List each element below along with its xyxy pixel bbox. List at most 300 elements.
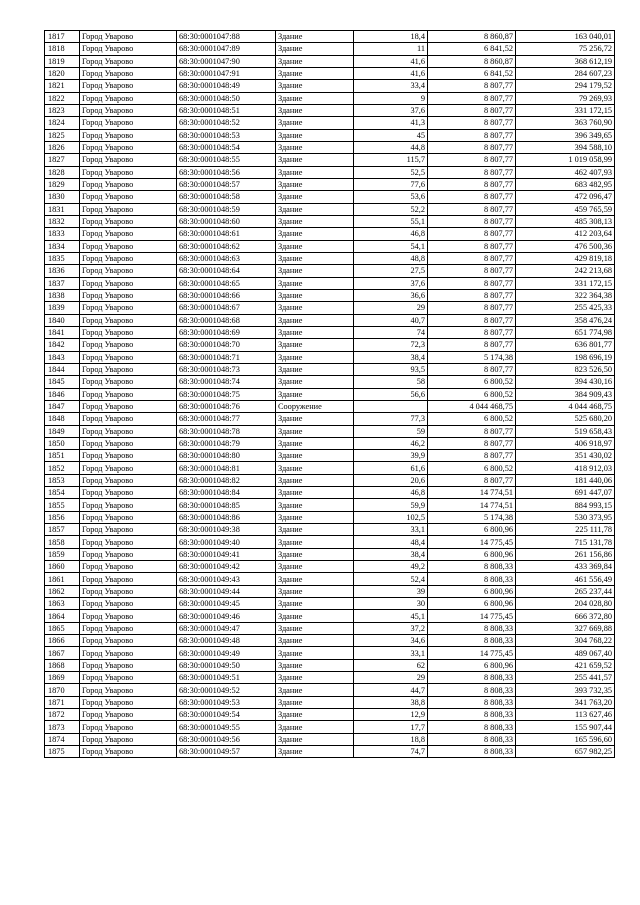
locality-cell: Город Уварово <box>80 302 177 314</box>
area-cell: 38,4 <box>354 351 428 363</box>
locality-cell: Город Уварово <box>80 240 177 252</box>
area-cell: 56,6 <box>354 388 428 400</box>
cadastral-value-cell: 691 447,07 <box>516 487 615 499</box>
cadastral-value-cell: 113 627,46 <box>516 709 615 721</box>
object-type-cell: Здание <box>276 524 354 536</box>
cadastral-value-cell: 683 482,95 <box>516 178 615 190</box>
cadastral-value-cell: 384 909,43 <box>516 388 615 400</box>
unit-value-cell: 8 807,77 <box>428 363 516 375</box>
object-type-cell: Здание <box>276 240 354 252</box>
table-row <box>45 511 615 523</box>
cadastral-number-cell: 68:30:0001049:46 <box>177 610 276 622</box>
object-type-cell: Здание <box>276 635 354 647</box>
unit-value-cell: 8 807,77 <box>428 191 516 203</box>
unit-value-cell: 8 807,77 <box>428 117 516 129</box>
area-cell: 12,9 <box>354 709 428 721</box>
unit-value-cell: 8 807,77 <box>428 289 516 301</box>
area-cell: 40,7 <box>354 314 428 326</box>
area-cell: 52,5 <box>354 166 428 178</box>
area-cell: 45 <box>354 129 428 141</box>
cadastral-number-cell: 68:30:0001048:65 <box>177 277 276 289</box>
object-type-cell: Здание <box>276 376 354 388</box>
cadastral-number-cell: 68:30:0001049:41 <box>177 548 276 560</box>
row-number-cell: 1855 <box>45 499 80 511</box>
table-row <box>45 450 615 462</box>
unit-value-cell: 8 807,77 <box>428 437 516 449</box>
object-type-cell: Здание <box>276 622 354 634</box>
cadastral-value-cell: 472 096,47 <box>516 191 615 203</box>
cadastral-number-cell: 68:30:0001049:50 <box>177 659 276 671</box>
table-row <box>45 536 615 548</box>
object-type-cell: Здание <box>276 191 354 203</box>
cadastral-value-cell: 304 768,22 <box>516 635 615 647</box>
area-cell: 39 <box>354 585 428 597</box>
object-type-cell: Здание <box>276 413 354 425</box>
area-cell: 11 <box>354 43 428 55</box>
cadastral-number-cell: 68:30:0001048:53 <box>177 129 276 141</box>
area-cell: 37,2 <box>354 622 428 634</box>
table-row <box>45 43 615 55</box>
object-type-cell: Здание <box>276 326 354 338</box>
object-type-cell: Здание <box>276 228 354 240</box>
cadastral-number-cell: 68:30:0001049:48 <box>177 635 276 647</box>
object-type-cell: Здание <box>276 92 354 104</box>
row-number-cell: 1854 <box>45 487 80 499</box>
locality-cell: Город Уварово <box>80 277 177 289</box>
cadastral-value-cell: 421 659,52 <box>516 659 615 671</box>
cadastral-value-cell: 530 373,95 <box>516 511 615 523</box>
area-cell: 37,6 <box>354 277 428 289</box>
unit-value-cell: 5 174,38 <box>428 351 516 363</box>
locality-cell: Город Уварово <box>80 536 177 548</box>
locality-cell: Город Уварово <box>80 425 177 437</box>
unit-value-cell: 8 807,77 <box>428 141 516 153</box>
cadastral-value-cell: 429 819,18 <box>516 252 615 264</box>
object-type-cell: Здание <box>276 31 354 43</box>
row-number-cell: 1869 <box>45 672 80 684</box>
table-row <box>45 252 615 264</box>
cadastral-number-cell: 68:30:0001048:75 <box>177 388 276 400</box>
table-row <box>45 154 615 166</box>
table-row <box>45 289 615 301</box>
cadastral-number-cell: 68:30:0001048:61 <box>177 228 276 240</box>
cadastral-value-cell: 331 172,15 <box>516 104 615 116</box>
row-number-cell: 1825 <box>45 129 80 141</box>
cadastral-value-cell: 327 669,88 <box>516 622 615 634</box>
locality-cell: Город Уварово <box>80 252 177 264</box>
table-row <box>45 215 615 227</box>
object-type-cell: Здание <box>276 80 354 92</box>
object-type-cell: Здание <box>276 548 354 560</box>
object-type-cell: Здание <box>276 610 354 622</box>
locality-cell: Город Уварово <box>80 684 177 696</box>
unit-value-cell: 4 044 468,75 <box>428 400 516 412</box>
locality-cell: Город Уварово <box>80 721 177 733</box>
unit-value-cell: 14 774,51 <box>428 487 516 499</box>
row-number-cell: 1865 <box>45 622 80 634</box>
unit-value-cell: 6 800,96 <box>428 585 516 597</box>
cadastral-number-cell: 68:30:0001048:62 <box>177 240 276 252</box>
cadastral-number-cell: 68:30:0001048:56 <box>177 166 276 178</box>
cadastral-value-cell: 823 526,50 <box>516 363 615 375</box>
object-type-cell: Здание <box>276 474 354 486</box>
cadastral-number-cell: 68:30:0001047:91 <box>177 67 276 79</box>
cadastral-number-cell: 68:30:0001048:68 <box>177 314 276 326</box>
object-type-cell: Сооружение <box>276 400 354 412</box>
table-row <box>45 240 615 252</box>
row-number-cell: 1836 <box>45 265 80 277</box>
object-type-cell: Здание <box>276 487 354 499</box>
object-type-cell: Здание <box>276 141 354 153</box>
table-row <box>45 363 615 375</box>
cadastral-value-cell: 181 440,06 <box>516 474 615 486</box>
cadastral-value-cell: 75 256,72 <box>516 43 615 55</box>
area-cell: 36,6 <box>354 289 428 301</box>
cadastral-number-cell: 68:30:0001048:74 <box>177 376 276 388</box>
area-cell: 18,8 <box>354 733 428 745</box>
object-type-cell: Здание <box>276 709 354 721</box>
locality-cell: Город Уварово <box>80 573 177 585</box>
unit-value-cell: 8 808,33 <box>428 696 516 708</box>
object-type-cell: Здание <box>276 721 354 733</box>
locality-cell: Город Уварово <box>80 610 177 622</box>
table-row <box>45 80 615 92</box>
row-number-cell: 1849 <box>45 425 80 437</box>
table-row <box>45 585 615 597</box>
table-row <box>45 437 615 449</box>
locality-cell: Город Уварово <box>80 55 177 67</box>
cadastral-number-cell: 68:30:0001048:85 <box>177 499 276 511</box>
cadastral-number-cell: 68:30:0001049:53 <box>177 696 276 708</box>
area-cell: 33,1 <box>354 524 428 536</box>
unit-value-cell: 8 807,77 <box>428 203 516 215</box>
cadastral-value-cell: 198 696,19 <box>516 351 615 363</box>
unit-value-cell: 8 808,33 <box>428 622 516 634</box>
row-number-cell: 1857 <box>45 524 80 536</box>
area-cell: 33,4 <box>354 80 428 92</box>
locality-cell: Город Уварово <box>80 659 177 671</box>
locality-cell: Город Уварово <box>80 129 177 141</box>
row-number-cell: 1872 <box>45 709 80 721</box>
locality-cell: Город Уварово <box>80 585 177 597</box>
cadastral-value-cell: 462 407,93 <box>516 166 615 178</box>
row-number-cell: 1875 <box>45 746 80 758</box>
unit-value-cell: 8 808,33 <box>428 573 516 585</box>
object-type-cell: Здание <box>276 437 354 449</box>
row-number-cell: 1818 <box>45 43 80 55</box>
cadastral-number-cell: 68:30:0001048:79 <box>177 437 276 449</box>
cadastral-number-cell: 68:30:0001048:59 <box>177 203 276 215</box>
unit-value-cell: 8 807,77 <box>428 425 516 437</box>
table-row <box>45 117 615 129</box>
table-row <box>45 524 615 536</box>
table-row <box>45 721 615 733</box>
table-row <box>45 67 615 79</box>
table-row <box>45 104 615 116</box>
row-number-cell: 1868 <box>45 659 80 671</box>
unit-value-cell: 6 800,96 <box>428 548 516 560</box>
row-number-cell: 1822 <box>45 92 80 104</box>
row-number-cell: 1841 <box>45 326 80 338</box>
row-number-cell: 1842 <box>45 339 80 351</box>
table-row <box>45 265 615 277</box>
cadastral-value-cell: 519 658,43 <box>516 425 615 437</box>
object-type-cell: Здание <box>276 450 354 462</box>
locality-cell: Город Уварово <box>80 400 177 412</box>
unit-value-cell: 8 860,87 <box>428 31 516 43</box>
area-cell: 52,4 <box>354 573 428 585</box>
cadastral-number-cell: 68:30:0001048:50 <box>177 92 276 104</box>
object-type-cell: Здание <box>276 561 354 573</box>
cadastral-value-cell: 396 349,65 <box>516 129 615 141</box>
area-cell: 39,9 <box>354 450 428 462</box>
locality-cell: Город Уварово <box>80 117 177 129</box>
cadastral-value-cell: 265 237,44 <box>516 585 615 597</box>
object-type-cell: Здание <box>276 388 354 400</box>
table-row <box>45 376 615 388</box>
cadastral-number-cell: 68:30:0001048:70 <box>177 339 276 351</box>
cadastral-number-cell: 68:30:0001048:84 <box>177 487 276 499</box>
locality-cell: Город Уварово <box>80 388 177 400</box>
unit-value-cell: 6 841,52 <box>428 67 516 79</box>
unit-value-cell: 8 808,33 <box>428 684 516 696</box>
unit-value-cell: 8 807,77 <box>428 215 516 227</box>
row-number-cell: 1835 <box>45 252 80 264</box>
cadastral-value-cell: 666 372,80 <box>516 610 615 622</box>
cadastral-value-cell: 255 425,33 <box>516 302 615 314</box>
table-row <box>45 228 615 240</box>
table-row <box>45 178 615 190</box>
table-row <box>45 672 615 684</box>
row-number-cell: 1817 <box>45 31 80 43</box>
area-cell: 30 <box>354 598 428 610</box>
area-cell: 48,8 <box>354 252 428 264</box>
area-cell: 37,6 <box>354 104 428 116</box>
object-type-cell: Здание <box>276 43 354 55</box>
unit-value-cell: 8 808,33 <box>428 721 516 733</box>
row-number-cell: 1856 <box>45 511 80 523</box>
cadastral-number-cell: 68:30:0001049:42 <box>177 561 276 573</box>
cadastral-value-cell: 884 993,15 <box>516 499 615 511</box>
area-cell: 93,5 <box>354 363 428 375</box>
object-type-cell: Здание <box>276 536 354 548</box>
unit-value-cell: 8 807,77 <box>428 326 516 338</box>
cadastral-value-cell: 489 067,40 <box>516 647 615 659</box>
object-type-cell: Здание <box>276 104 354 116</box>
cadastral-number-cell: 68:30:0001049:55 <box>177 721 276 733</box>
area-cell: 29 <box>354 302 428 314</box>
locality-cell: Город Уварово <box>80 437 177 449</box>
object-type-cell: Здание <box>276 499 354 511</box>
cadastral-value-cell: 358 476,24 <box>516 314 615 326</box>
area-cell: 46,8 <box>354 228 428 240</box>
object-type-cell: Здание <box>276 178 354 190</box>
cadastral-number-cell: 68:30:0001048:73 <box>177 363 276 375</box>
row-number-cell: 1870 <box>45 684 80 696</box>
locality-cell: Город Уварово <box>80 215 177 227</box>
cadastral-number-cell: 68:30:0001047:88 <box>177 31 276 43</box>
row-number-cell: 1846 <box>45 388 80 400</box>
area-cell: 72,3 <box>354 339 428 351</box>
unit-value-cell: 14 775,45 <box>428 610 516 622</box>
area-cell: 41,6 <box>354 55 428 67</box>
locality-cell: Город Уварово <box>80 80 177 92</box>
area-cell: 17,7 <box>354 721 428 733</box>
object-type-cell: Здание <box>276 647 354 659</box>
table-row <box>45 462 615 474</box>
unit-value-cell: 14 775,45 <box>428 647 516 659</box>
table-row <box>45 191 615 203</box>
locality-cell: Город Уварово <box>80 709 177 721</box>
table-row <box>45 696 615 708</box>
row-number-cell: 1844 <box>45 363 80 375</box>
cadastral-number-cell: 68:30:0001048:71 <box>177 351 276 363</box>
locality-cell: Город Уварово <box>80 561 177 573</box>
table-row <box>45 499 615 511</box>
area-cell: 9 <box>354 92 428 104</box>
cadastral-number-cell: 68:30:0001049:44 <box>177 585 276 597</box>
object-type-cell: Здание <box>276 117 354 129</box>
unit-value-cell: 8 808,33 <box>428 672 516 684</box>
cadastral-number-cell: 68:30:0001047:89 <box>177 43 276 55</box>
row-number-cell: 1862 <box>45 585 80 597</box>
row-number-cell: 1874 <box>45 733 80 745</box>
row-number-cell: 1845 <box>45 376 80 388</box>
cadastral-value-cell: 368 612,19 <box>516 55 615 67</box>
unit-value-cell: 8 807,77 <box>428 178 516 190</box>
area-cell: 77,6 <box>354 178 428 190</box>
cadastral-number-cell: 68:30:0001048:82 <box>177 474 276 486</box>
cadastral-number-cell: 68:30:0001049:57 <box>177 746 276 758</box>
unit-value-cell: 8 808,33 <box>428 635 516 647</box>
cadastral-number-cell: 68:30:0001048:60 <box>177 215 276 227</box>
table-row <box>45 610 615 622</box>
locality-cell: Город Уварово <box>80 203 177 215</box>
table-row <box>45 351 615 363</box>
object-type-cell: Здание <box>276 363 354 375</box>
table-row <box>45 709 615 721</box>
area-cell: 46,2 <box>354 437 428 449</box>
unit-value-cell: 8 860,87 <box>428 55 516 67</box>
unit-value-cell: 6 800,96 <box>428 524 516 536</box>
unit-value-cell: 14 775,45 <box>428 536 516 548</box>
cadastral-value-cell: 418 912,03 <box>516 462 615 474</box>
cadastral-value-cell: 657 982,25 <box>516 746 615 758</box>
row-number-cell: 1834 <box>45 240 80 252</box>
locality-cell: Город Уварово <box>80 191 177 203</box>
row-number-cell: 1829 <box>45 178 80 190</box>
object-type-cell: Здание <box>276 154 354 166</box>
object-type-cell: Здание <box>276 129 354 141</box>
cadastral-value-cell: 331 172,15 <box>516 277 615 289</box>
area-cell: 20,6 <box>354 474 428 486</box>
area-cell: 102,5 <box>354 511 428 523</box>
cadastral-value-cell: 1 019 058,99 <box>516 154 615 166</box>
locality-cell: Город Уварово <box>80 314 177 326</box>
row-number-cell: 1833 <box>45 228 80 240</box>
locality-cell: Город Уварово <box>80 31 177 43</box>
cadastral-value-cell: 636 801,77 <box>516 339 615 351</box>
cadastral-number-cell: 68:30:0001048:57 <box>177 178 276 190</box>
locality-cell: Город Уварово <box>80 511 177 523</box>
area-cell: 38,8 <box>354 696 428 708</box>
cadastral-value-cell: 485 308,13 <box>516 215 615 227</box>
cadastral-value-cell: 393 732,35 <box>516 684 615 696</box>
row-number-cell: 1832 <box>45 215 80 227</box>
object-type-cell: Здание <box>276 733 354 745</box>
row-number-cell: 1847 <box>45 400 80 412</box>
locality-cell: Город Уварово <box>80 450 177 462</box>
cadastral-value-cell: 261 156,86 <box>516 548 615 560</box>
locality-cell: Город Уварово <box>80 696 177 708</box>
table-row <box>45 659 615 671</box>
area-cell: 74 <box>354 326 428 338</box>
cadastral-number-cell: 68:30:0001049:40 <box>177 536 276 548</box>
locality-cell: Город Уварово <box>80 228 177 240</box>
object-type-cell: Здание <box>276 302 354 314</box>
unit-value-cell: 6 800,52 <box>428 462 516 474</box>
object-type-cell: Здание <box>276 659 354 671</box>
area-cell: 61,6 <box>354 462 428 474</box>
object-type-cell: Здание <box>276 55 354 67</box>
unit-value-cell: 8 807,77 <box>428 450 516 462</box>
row-number-cell: 1838 <box>45 289 80 301</box>
area-cell: 45,1 <box>354 610 428 622</box>
cadastral-number-cell: 68:30:0001049:51 <box>177 672 276 684</box>
cadastral-number-cell: 68:30:0001048:58 <box>177 191 276 203</box>
area-cell: 53,6 <box>354 191 428 203</box>
cadastral-value-cell: 204 028,80 <box>516 598 615 610</box>
object-type-cell: Здание <box>276 598 354 610</box>
row-number-cell: 1853 <box>45 474 80 486</box>
object-type-cell: Здание <box>276 166 354 178</box>
locality-cell: Город Уварово <box>80 499 177 511</box>
locality-cell: Город Уварово <box>80 289 177 301</box>
locality-cell: Город Уварово <box>80 635 177 647</box>
locality-cell: Город Уварово <box>80 647 177 659</box>
cadastral-number-cell: 68:30:0001049:49 <box>177 647 276 659</box>
unit-value-cell: 8 807,77 <box>428 129 516 141</box>
row-number-cell: 1839 <box>45 302 80 314</box>
table-row <box>45 339 615 351</box>
locality-cell: Город Уварово <box>80 166 177 178</box>
row-number-cell: 1830 <box>45 191 80 203</box>
table-row <box>45 314 615 326</box>
cadastral-value-cell: 715 131,78 <box>516 536 615 548</box>
row-number-cell: 1867 <box>45 647 80 659</box>
area-cell: 18,4 <box>354 31 428 43</box>
cadastral-number-cell: 68:30:0001049:47 <box>177 622 276 634</box>
unit-value-cell: 8 807,77 <box>428 80 516 92</box>
cadastral-number-cell: 68:30:0001048:76 <box>177 400 276 412</box>
object-type-cell: Здание <box>276 684 354 696</box>
locality-cell: Город Уварово <box>80 339 177 351</box>
area-cell: 48,4 <box>354 536 428 548</box>
row-number-cell: 1823 <box>45 104 80 116</box>
cadastral-value-cell: 394 430,16 <box>516 376 615 388</box>
table-row <box>45 326 615 338</box>
table-row <box>45 746 615 758</box>
row-number-cell: 1866 <box>45 635 80 647</box>
cadastral-number-cell: 68:30:0001048:67 <box>177 302 276 314</box>
row-number-cell: 1843 <box>45 351 80 363</box>
cadastral-number-cell: 68:30:0001049:45 <box>177 598 276 610</box>
cadastral-value-cell: 406 918,97 <box>516 437 615 449</box>
table-row <box>45 573 615 585</box>
row-number-cell: 1819 <box>45 55 80 67</box>
table-row <box>45 413 615 425</box>
area-cell: 55,1 <box>354 215 428 227</box>
